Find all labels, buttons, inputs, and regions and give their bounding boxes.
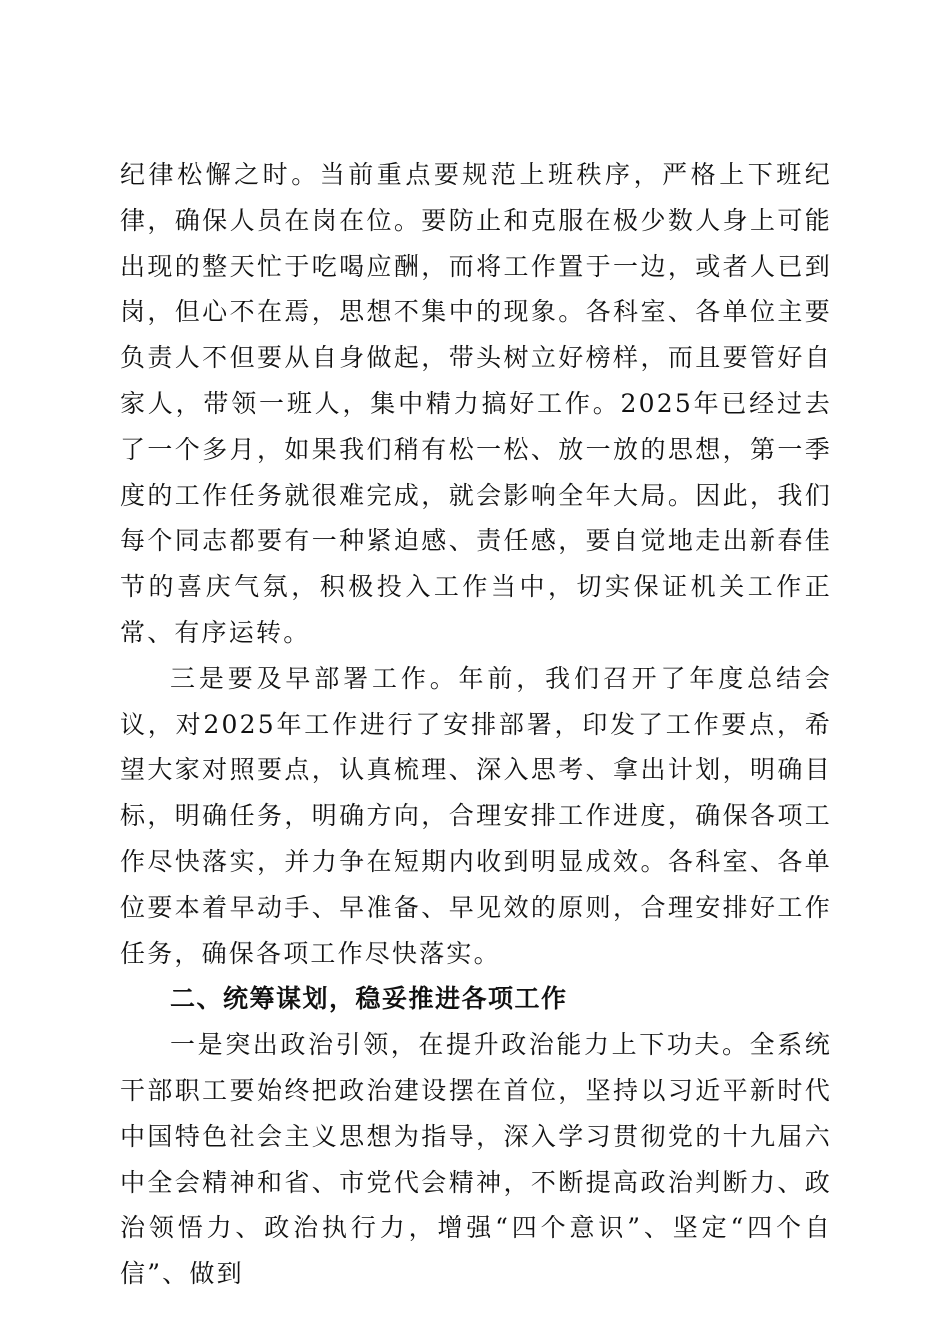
paragraph-political-leadership: 一是突出政治引领，在提升政治能力上下功夫。全系统干部职工要始终把政治建设摆在首位，坚持以习近平新时代中国特色社会主义思想为指导，深入学习贯彻党的十九届六中全会精神和省、市党代会精神，不断提高政治判断力、政治领悟力、政治执行力，增强“四个意识”、坚定“四个自信”、做到 bbox=[120, 1030, 832, 1289]
document-body bbox=[120, 152, 832, 1297]
section-heading: 二、统筹谋划，稳妥推进各项工作 bbox=[170, 984, 568, 1014]
paragraph-early-deployment: 三是要及早部署工作。年前，我们召开了年度总结会议，对2025年工作进行了安排部署，印发了工作要点，希望大家对照要点，认真梳理、深入思考、拿出计划，明确目标，明确任务，明确方向，合理安排工作进度，确保各项工作尽快落实，并力争在短期内收到明显成效。各科室、各单位要本着早动手、早准备、早见效的原则，合理安排好工作任务，确保各项工作尽快落实。 bbox=[120, 663, 832, 968]
paragraph-discipline: 纪律松懈之时。当前重点要规范上班秩序，严格上下班纪律，确保人员在岗在位。要防止和克服在极少数人身上可能出现的整天忙于吃喝应酬，而将工作置于一边，或者人已到岗，但心不在焉，思想不集中的现象。各科室、各单位主要负责人不但要从自身做起，带头树立好榜样，而且要管好自家人，带领一班人，集中精力搞好工作。2025年已经过去了一个多月，如果我们稍有松一松、放一放的思想，第一季度的工作任务就很难完成，就会影响全年大局。因此，我们每个同志都要有一种紧迫感、责任感，要自觉地走出新春佳节的喜庆气氛，积极投入工作当中，切实保证机关工作正常、有序运转。 bbox=[120, 160, 832, 647]
